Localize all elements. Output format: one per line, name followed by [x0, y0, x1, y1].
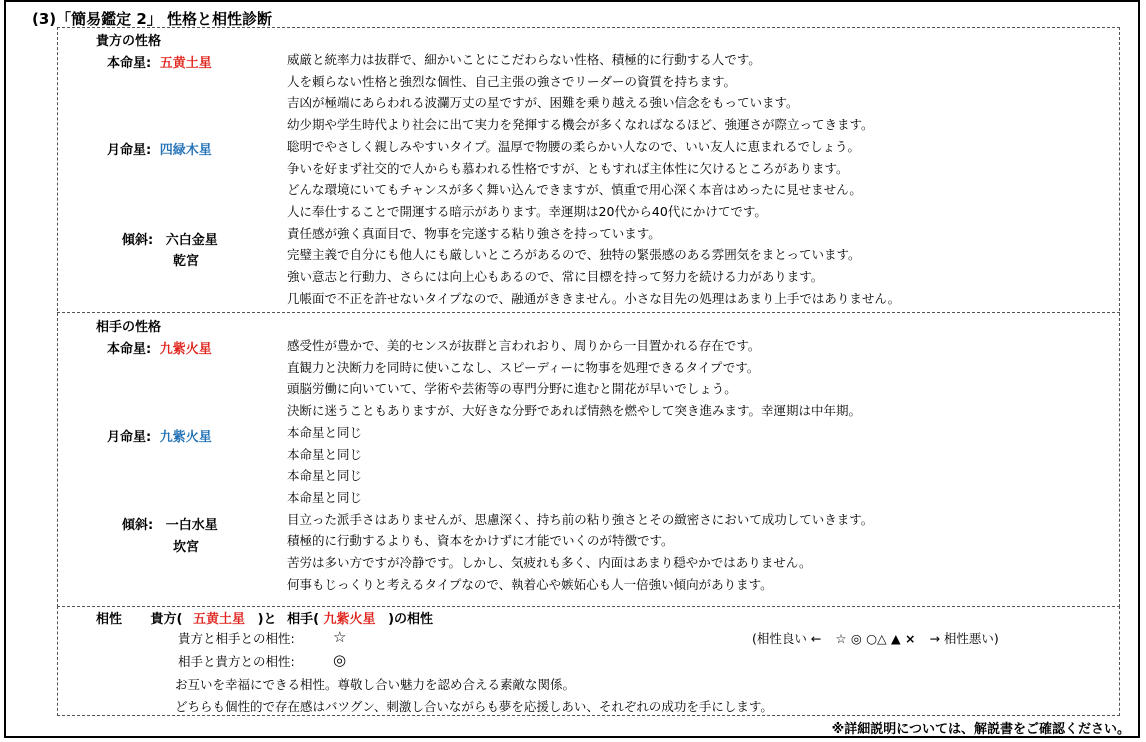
compat-t1: 貴方(: [150, 612, 183, 627]
footer-note: ※詳細説明については、解説書をご確認ください。: [831, 722, 1130, 737]
partner-line: 決断に迷うこともありますが、大好きな分野であれば情熱を燃やして突き進みます。幸運期は中年期。: [287, 403, 862, 419]
partner-keisha-label: 傾斜:: [122, 518, 154, 533]
partner-honmei-value: 九紫火星: [159, 342, 212, 357]
legend-good: (相性良い ←: [752, 631, 822, 646]
self-line: 幼少期や学生時代より社会に出て実力を発揮する機会が多くなればなるほど、強運さが際立ってきます。: [287, 117, 874, 133]
compat-row2-label: 相手と貴方との相性:: [178, 654, 295, 669]
compat-self-star: 五黄土星: [193, 612, 246, 627]
partner-line: 本命星と同じ: [287, 446, 363, 462]
partner-getsumei: [107, 426, 212, 445]
self-getsumei-value: 四緑木星: [159, 143, 212, 158]
self-line: 責任感が強く真面目で、物事を完遂する粘り強さを持っています。: [287, 225, 661, 241]
compat-partner-star: 九紫火星: [323, 612, 376, 627]
self-line: 几帳面で不正を許せないタイプなので、融通がききません。小さな目先の処理はあまり上手ではありません。: [287, 290, 901, 306]
partner-honmei: [107, 338, 212, 357]
self-honmei-label: 本命星:: [107, 56, 152, 71]
compatibility-title: [96, 608, 433, 627]
compat-label: 相性: [96, 612, 123, 627]
self-line: 争いを好まず社交的で人からも慕われる性格ですが、ともすれば主体性に欠けるところがあります。: [287, 160, 849, 176]
self-getsumei-label: 月命星:: [107, 143, 152, 158]
page-title: (3)「簡易鑑定 2」 性格と相性診断: [32, 10, 273, 28]
self-getsumei: [107, 139, 212, 158]
partner-line: 直観力と決断力を同時に使いこなし、スピーディーに物事を処理できるタイプです。: [287, 359, 760, 375]
self-line: 威厳と統率力は抜群で、細かいことにこだわらない性格、積極的に行動する人です。: [287, 52, 761, 67]
legend-marks: ☆ ◎ ○△ ▲ ×: [835, 631, 916, 646]
partner-line: 目立った派手さはありませんが、思慮深く、持ち前の粘り強さとその緻密さにおいて成功していきます。: [287, 511, 874, 527]
partner-keisha: [122, 514, 218, 533]
self-line: 人を頼らない性格と強烈な個性、自己主張の強さでリーダーの資質を持ちます。: [287, 73, 737, 89]
self-line: 人に奉仕することで開運する暗示があります。幸運期は20代から40代にかけてです。: [287, 203, 767, 219]
partner-line: 積極的に行動するよりも、資本をかけずに才能でいくのが特徴です。: [287, 533, 674, 549]
compat-desc-1: お互いを幸福にできる相性。尊敬し合い魅力を認め合える素敵な関係。: [175, 677, 576, 692]
compat-t3: 相手(: [287, 612, 320, 627]
compat-desc-2: どちらも個性的で存在感はバツグン、刺激し合いながらも夢を応援しあい、それぞれの成功を手にします。: [175, 699, 773, 714]
compat-legend: [752, 629, 999, 647]
partner-line: 苦労は多い方ですが冷静です。しかし、気疲れも多く、内面はあまり穏やかではありません。: [287, 555, 812, 570]
self-honmei-value: 五黄土星: [159, 56, 212, 71]
compat-t4: )の相性: [388, 612, 434, 627]
partner-section-title: 相手の性格: [96, 320, 162, 335]
partner-line: 何事もじっくりと考えるタイプなので、執着心や嫉妬心も人一倍強い傾向があります。: [287, 576, 773, 592]
self-section-title: 貴方の性格: [96, 34, 162, 49]
partner-keisha-palace: 坎宮: [173, 540, 200, 555]
self-keisha-value: 六白金星: [165, 233, 218, 248]
self-honmei: [107, 52, 212, 71]
section-divider: [57, 312, 1120, 313]
compat-row1-label: 貴方と相手との相性:: [178, 631, 295, 646]
partner-line: 本命星と同じ: [287, 424, 363, 440]
partner-getsumei-value: 九紫火星: [159, 430, 212, 445]
legend-bad: → 相性悪い): [929, 631, 999, 646]
partner-line: 本命星と同じ: [287, 468, 363, 484]
self-line: 完璧主義で自分にも他人にも厳しいところがあるので、独特の緊張感のある雰囲気をまとっています。: [287, 247, 861, 263]
self-line: 聡明でやさしく親しみやすいタイプ。温厚で物腰の柔らかい人なので、いい友人に恵まれるでしょう。: [287, 138, 861, 154]
partner-line: 頭脳労働に向いていて、学術や芸術等の専門分野に進むと開花が早いでしょう。: [287, 381, 737, 397]
partner-line: 感受性が豊かで、美的センスが抜群と言われおり、周りから一目置かれる存在です。: [287, 338, 761, 353]
partner-honmei-label: 本命星:: [107, 342, 152, 357]
compat-row2-mark: ◎: [333, 651, 347, 669]
self-keisha-palace: 乾宮: [173, 254, 200, 269]
compat-row1-mark: ☆: [333, 628, 347, 646]
self-keisha: [122, 229, 218, 248]
partner-getsumei-label: 月命星:: [107, 430, 152, 445]
self-line: 吉凶が極端にあらわれる波瀾万丈の星ですが、困難を乗り越える強い信念をもっています。: [287, 95, 799, 111]
self-line: 強い意志と行動力、さらには向上心もあるので、常に目標を持って努力を続ける力があります。: [287, 269, 824, 284]
self-keisha-label: 傾斜:: [122, 233, 154, 248]
partner-line: 本命星と同じ: [287, 489, 363, 505]
self-line: どんな環境にいてもチャンスが多く舞い込んできますが、慎重で用心深く本音はめったに見せません。: [287, 182, 862, 198]
compat-t2: )と: [257, 612, 277, 627]
partner-keisha-value: 一白水星: [165, 518, 218, 533]
